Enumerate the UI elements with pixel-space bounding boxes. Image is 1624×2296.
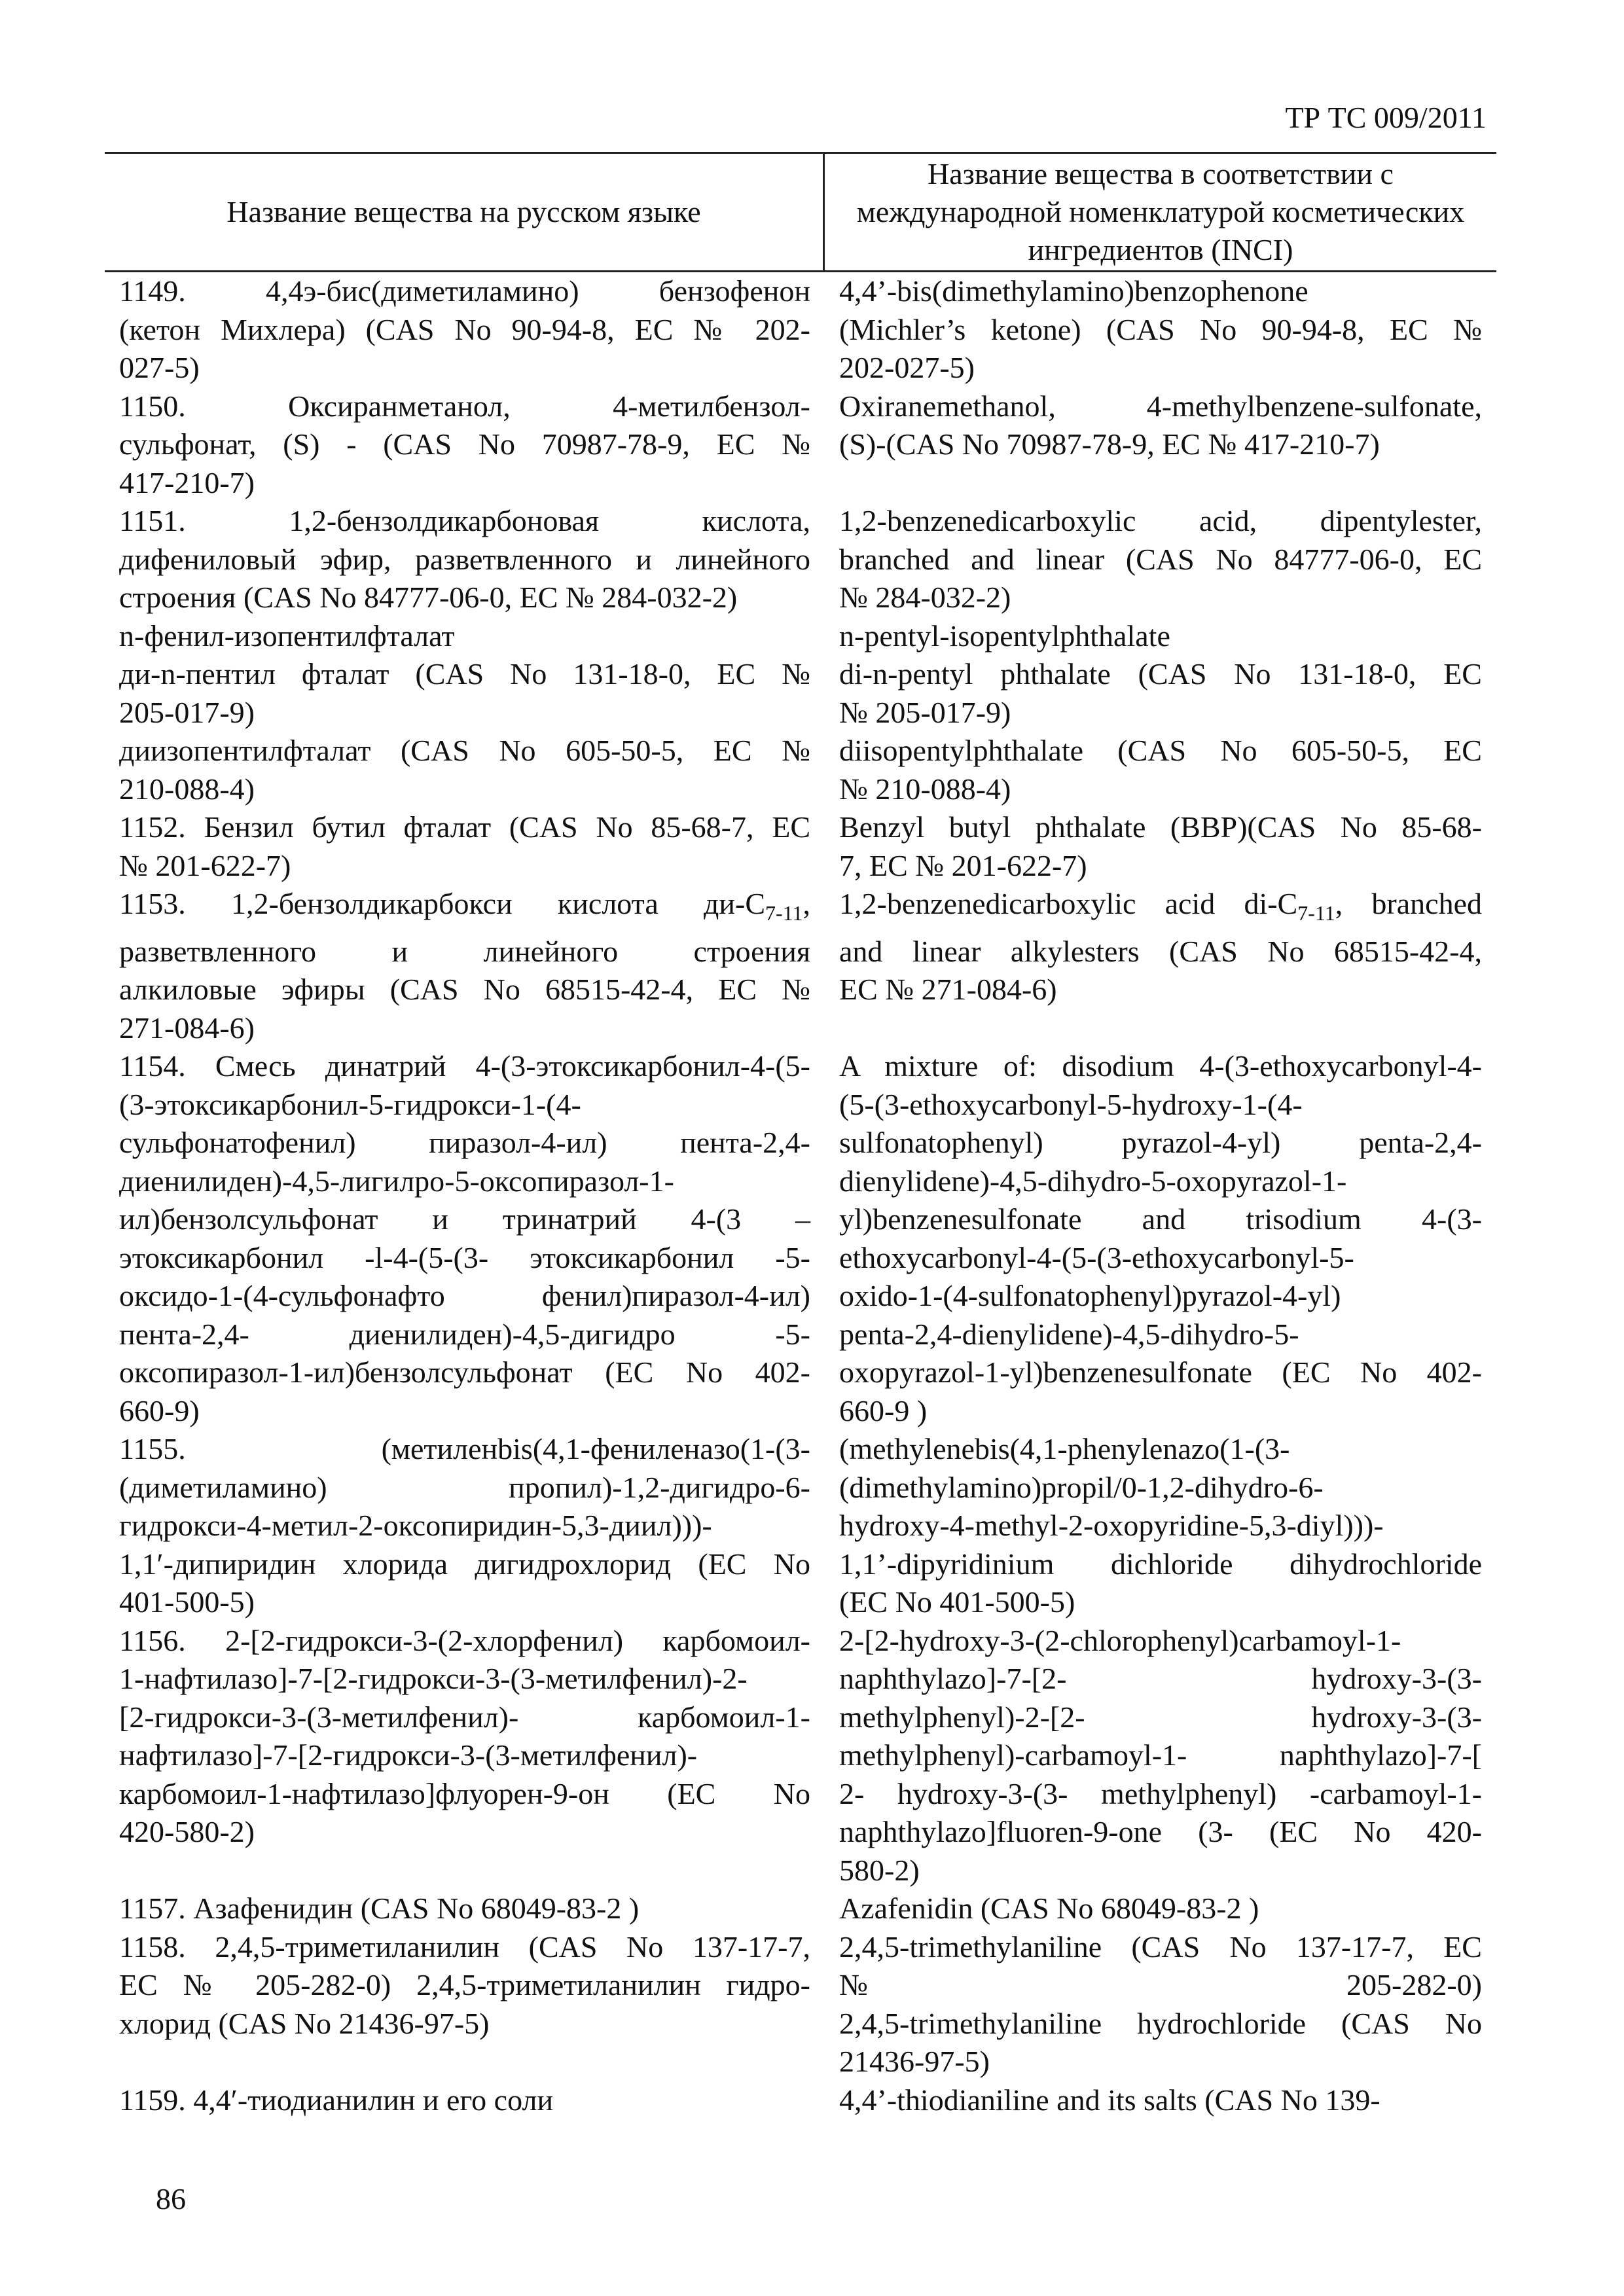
cell-line: naphthylazo]-7-[2- hydroxy-3-(3- [839, 1662, 1482, 1696]
cell-line: 2-[2-hydroxy-3-(2-chlorophenyl)carbamoyl-1- [839, 1623, 1401, 1657]
cell-line: methylphenyl)-2-[2- hydroxy-3-(3- [839, 1700, 1482, 1734]
cell-russian-name [105, 1047, 825, 1430]
cell-line: di-n-pentyl phthalate (CAS No 131-18-0, EC [839, 657, 1482, 691]
cell-inci-name [825, 272, 1496, 387]
cell-line: Azafenidin (CAS No 68049-83-2 ) [839, 1892, 1259, 1926]
cell-line: 1158. 2,4,5-триметиланилин (CAS No 137-17-7, [119, 1929, 810, 1964]
cell-line: 660-9 ) [839, 1393, 928, 1427]
cell-line: карбомоил-1-нафтилазо]флуорен-9-он (EC No [119, 1776, 810, 1810]
cell-line: EC № 271-084-6) [839, 973, 1057, 1007]
cell-line: сульфонатофенил) пиразол-4-ил) пента-2,4- [119, 1126, 810, 1160]
cell-line: 1,1’-dipyridinium dichloride dihydrochloride [839, 1547, 1482, 1581]
cell-line: branched and linear (CAS No 84777-06-0, EC [839, 542, 1482, 576]
cell-russian-name [105, 1430, 825, 1622]
document-code: ТР ТС 009/2011 [1285, 101, 1487, 134]
column-header-russian: Название вещества на русском языке [105, 154, 825, 270]
cell-line: (dimethylamino)propil/0-1,2-dihydro-6- [839, 1470, 1324, 1504]
cell-inci-name [825, 885, 1496, 1047]
cell-line: n-фенил-изопентилфталат [119, 619, 455, 653]
cell-line: dienylidene)-4,5-dihydro-5-oxopyrazol-1- [839, 1164, 1347, 1198]
cell-line: 202-027-5) [839, 351, 975, 384]
cell-line: diisopentylphthalate (CAS No 605-50-5, EC [839, 734, 1482, 767]
cell-russian-name [105, 1890, 825, 1928]
cell-line: алкиловые эфиры (CAS No 68515-42-4, EC № [119, 973, 810, 1007]
cell-line: дифениловый эфир, разветвленного и линейного [119, 542, 810, 576]
table-row [105, 617, 1496, 656]
cell-line: 1154. Смесь динатрий 4-(3-этоксикарбонил-4-(5- [119, 1049, 810, 1083]
cell-line: № 284-032-2) [839, 581, 1011, 614]
cell-russian-name [105, 502, 825, 617]
cell-line: 1150. Оксиранметанол, 4-метилбензол- [119, 389, 810, 423]
cell-line: 1,2-benzenedicarboxylic acid, dipentylester, [839, 504, 1482, 537]
cell-line: ди-n-пентил фталат (CAS No 131-18-0, EC № [119, 657, 810, 691]
cell-line: 027-5) [119, 351, 200, 384]
cell-line: 1153. 1,2-бензолдикарбокси кислота $ди-C_{7-11}$, [119, 887, 810, 925]
cell-russian-name [105, 732, 825, 808]
cell-line: (диметиламино) пропил)-1,2-дигидро-6- [119, 1470, 810, 1504]
cell-inci-name [825, 1928, 1496, 2081]
cell-line: 210-088-4) [119, 772, 255, 806]
cell-line: № 201-622-7) [119, 848, 291, 882]
cell-line: ethoxycarbonyl-4-(5-(3-ethoxycarbonyl-5- [839, 1240, 1354, 1274]
cell-line: (кетон Михлера) (CAS No 90-94-8, EC № 202- [119, 312, 810, 346]
cell-line: penta-2,4-dienylidene)-4,5-dihydro-5- [839, 1317, 1299, 1351]
cell-line: ил)бензолсульфонат и тринатрий 4-(3 – [119, 1202, 810, 1236]
cell-line: № 205-282-0) [839, 1968, 1482, 2002]
cell-line: 4,4’-thiodianiline and its salts (CAS No 139- [839, 2083, 1380, 2117]
cell-line: 401-500-5) [119, 1585, 255, 1619]
cell-russian-name [105, 808, 825, 885]
substance-table [105, 152, 1496, 2119]
cell-line: № 210-088-4) [839, 772, 1011, 806]
cell-line: 660-9) [119, 1393, 200, 1427]
cell-line: 1149. 4,4э-бис(диметиламино) бензофенон [119, 274, 810, 308]
page-number: 86 [156, 2182, 186, 2215]
cell-line: oxopyrazol-1-yl)benzenesulfonate (EC No 402- [839, 1355, 1482, 1390]
cell-line: 1155. (метиленbis(4,1-фениленазо(1-(3- [119, 1432, 810, 1466]
cell-inci-name [825, 387, 1496, 503]
cell-line: 1-нафтилазо]-7-[2-гидрокси-3-(3-метилфенил)-2- [119, 1662, 748, 1696]
cell-line: (3-этоксикарбонил-5-гидрокси-1-(4- [119, 1087, 581, 1121]
table-row [105, 387, 1496, 503]
table-row [105, 502, 1496, 617]
cell-line: этоксикарбонил -l-4-(5-(3- этоксикарбонил -5- [119, 1240, 810, 1274]
cell-line: 7, EC № 201-622-7) [839, 848, 1087, 882]
cell-line: (EC No 401-500-5) [839, 1585, 1075, 1619]
cell-line: диенилиден)-4,5-лигилро-5-оксопиразол-1- [119, 1164, 674, 1198]
cell-inci-name [825, 1430, 1496, 1622]
cell-line: (S)-(CAS No 70987-78-9, EC № 417-210-7) [839, 427, 1380, 461]
cell-russian-name [105, 387, 825, 503]
cell-line: 1156. 2-[2-гидрокси-3-(2-хлорфенил) карбомоил- [119, 1623, 810, 1657]
table-row [105, 808, 1496, 885]
cell-inci-name [825, 502, 1496, 617]
cell-inci-name [825, 732, 1496, 808]
cell-line: 580-2) [839, 1853, 920, 1887]
cell-russian-name [105, 655, 825, 732]
cell-inci-name [825, 2081, 1496, 2120]
cell-line: hydroxy-4-methyl-2-oxopyridine-5,3-diyl)))- [839, 1509, 1384, 1543]
cell-line: строения (CAS No 84777-06-0, EC № 284-032-2) [119, 581, 738, 614]
cell-line: and linear alkylesters (CAS No 68515-42-4, [839, 934, 1482, 968]
cell-line: 1152. Бензил бутил фталат (CAS No 85-68-7, EC [119, 810, 810, 844]
cell-line: нафтилазо]-7-[2-гидрокси-3-(3-метилфенил)- [119, 1738, 698, 1772]
cell-line: EC № 205-282-0) 2,4,5-триметиланилин гидро- [119, 1968, 810, 2002]
cell-line: 2,4,5-trimethylaniline hydrochloride (CAS No [839, 2006, 1482, 2040]
cell-line: 205-017-9) [119, 695, 255, 729]
cell-inci-name [825, 1622, 1496, 1890]
cell-line: хлорид (CAS No 21436-97-5) [119, 2006, 490, 2040]
cell-russian-name [105, 272, 825, 387]
cell-line: n-pentyl-isopentylphthalate [839, 619, 1170, 653]
cell-inci-name [825, 655, 1496, 732]
cell-line: Oxiranemethanol, 4-methylbenzene-sulfonate, [839, 389, 1482, 423]
cell-inci-name [825, 808, 1496, 885]
cell-line: № 205-017-9) [839, 695, 1011, 729]
cell-line: 420-580-2) [119, 1815, 255, 1849]
table-row [105, 885, 1496, 1047]
cell-line: разветвленного и линейного строения [119, 934, 810, 968]
table-row [105, 655, 1496, 732]
cell-line: 21436-97-5) [839, 2045, 990, 2079]
cell-line: 4,4’-bis(dimethylamino)benzophenone [839, 274, 1308, 308]
cell-line: naphthylazo]fluoren-9-one (3- (EC No 420- [839, 1815, 1482, 1849]
cell-line: диизопентилфталат (CAS No 605-50-5, EC № [119, 734, 810, 767]
table-row [105, 1622, 1496, 1890]
cell-line: sulfonatophenyl) pyrazol-4-yl) penta-2,4- [839, 1126, 1482, 1160]
column-header-inci: Название вещества в соответствии с международной номенклатурой косметических ингредиентов (INCI) [856, 157, 1465, 266]
table-row [105, 1430, 1496, 1622]
cell-line: yl)benzenesulfonate and trisodium 4-(3- [839, 1202, 1482, 1236]
cell-line: 417-210-7) [119, 465, 255, 499]
table-row [105, 2081, 1496, 2120]
cell-line: гидрокси-4-метил-2-оксопиридин-5,3-диил)))- [119, 1509, 712, 1543]
cell-line: 271-084-6) [119, 1011, 255, 1045]
cell-line: оксопиразол-1-ил)бензолсульфонат (EC No 402- [119, 1355, 810, 1390]
cell-russian-name [105, 617, 825, 656]
cell-russian-name [105, 885, 825, 1047]
cell-line: (Michler’s ketone) (CAS No 90-94-8, EC № [839, 312, 1482, 346]
cell-line: Benzyl butyl phthalate (BBP)(CAS No 85-68- [839, 810, 1482, 844]
cell-line: [2-гидрокси-3-(3-метилфенил)- карбомоил-1- [119, 1700, 810, 1734]
table-body [105, 272, 1496, 2119]
cell-inci-name [825, 1890, 1496, 1928]
cell-line: оксидо-1-(4-сульфонафто фенил)пиразол-4-ил) [119, 1279, 810, 1313]
cell-russian-name [105, 2081, 825, 2120]
cell-inci-name [825, 617, 1496, 656]
cell-line: oxido-1-(4-sulfonatophenyl)pyrazol-4-yl) [839, 1279, 1341, 1313]
cell-line: пента-2,4- диенилиден)-4,5-дигидро -5- [119, 1317, 810, 1351]
cell-line: 1159. 4,4′-тиодианилин и его соли [119, 2083, 554, 2117]
cell-line: 1,2-benzenedicarboxylic acid $di-C_{7-11}$, branched [839, 887, 1482, 925]
cell-russian-name [105, 1928, 825, 2081]
table-row [105, 272, 1496, 387]
cell-russian-name [105, 1622, 825, 1890]
cell-inci-name [825, 1047, 1496, 1430]
cell-line: 1151. 1,2-бензолдикарбоновая кислота, [119, 504, 810, 537]
table-row [105, 1890, 1496, 1928]
table-row [105, 1928, 1496, 2081]
cell-line: 2,4,5-trimethylaniline (CAS No 137-17-7, EC [839, 1929, 1482, 1964]
table-row [105, 1047, 1496, 1430]
table-header [105, 152, 1496, 272]
cell-line: (methylenebis(4,1-phenylenazo(1-(3- [839, 1432, 1290, 1466]
cell-line: 2- hydroxy-3-(3- methylphenyl) -carbamoyl-1- [839, 1776, 1482, 1810]
cell-line: сульфонат, (S) - (CAS No 70987-78-9, EC № [119, 427, 810, 461]
cell-line: 1,1′-дипиридин хлорида дигидрохлорид (EC No [119, 1547, 810, 1581]
table-row [105, 732, 1496, 808]
cell-line: A mixture of: disodium 4-(3-ethoxycarbonyl-4- [839, 1049, 1482, 1083]
cell-line: 1157. Азафенидин (CAS No 68049-83-2 ) [119, 1892, 640, 1926]
cell-line: methylphenyl)-carbamoyl-1- naphthylazo]-7-[ [839, 1738, 1482, 1772]
cell-line: (5-(3-ethoxycarbonyl-5-hydroxy-1-(4- [839, 1087, 1303, 1121]
